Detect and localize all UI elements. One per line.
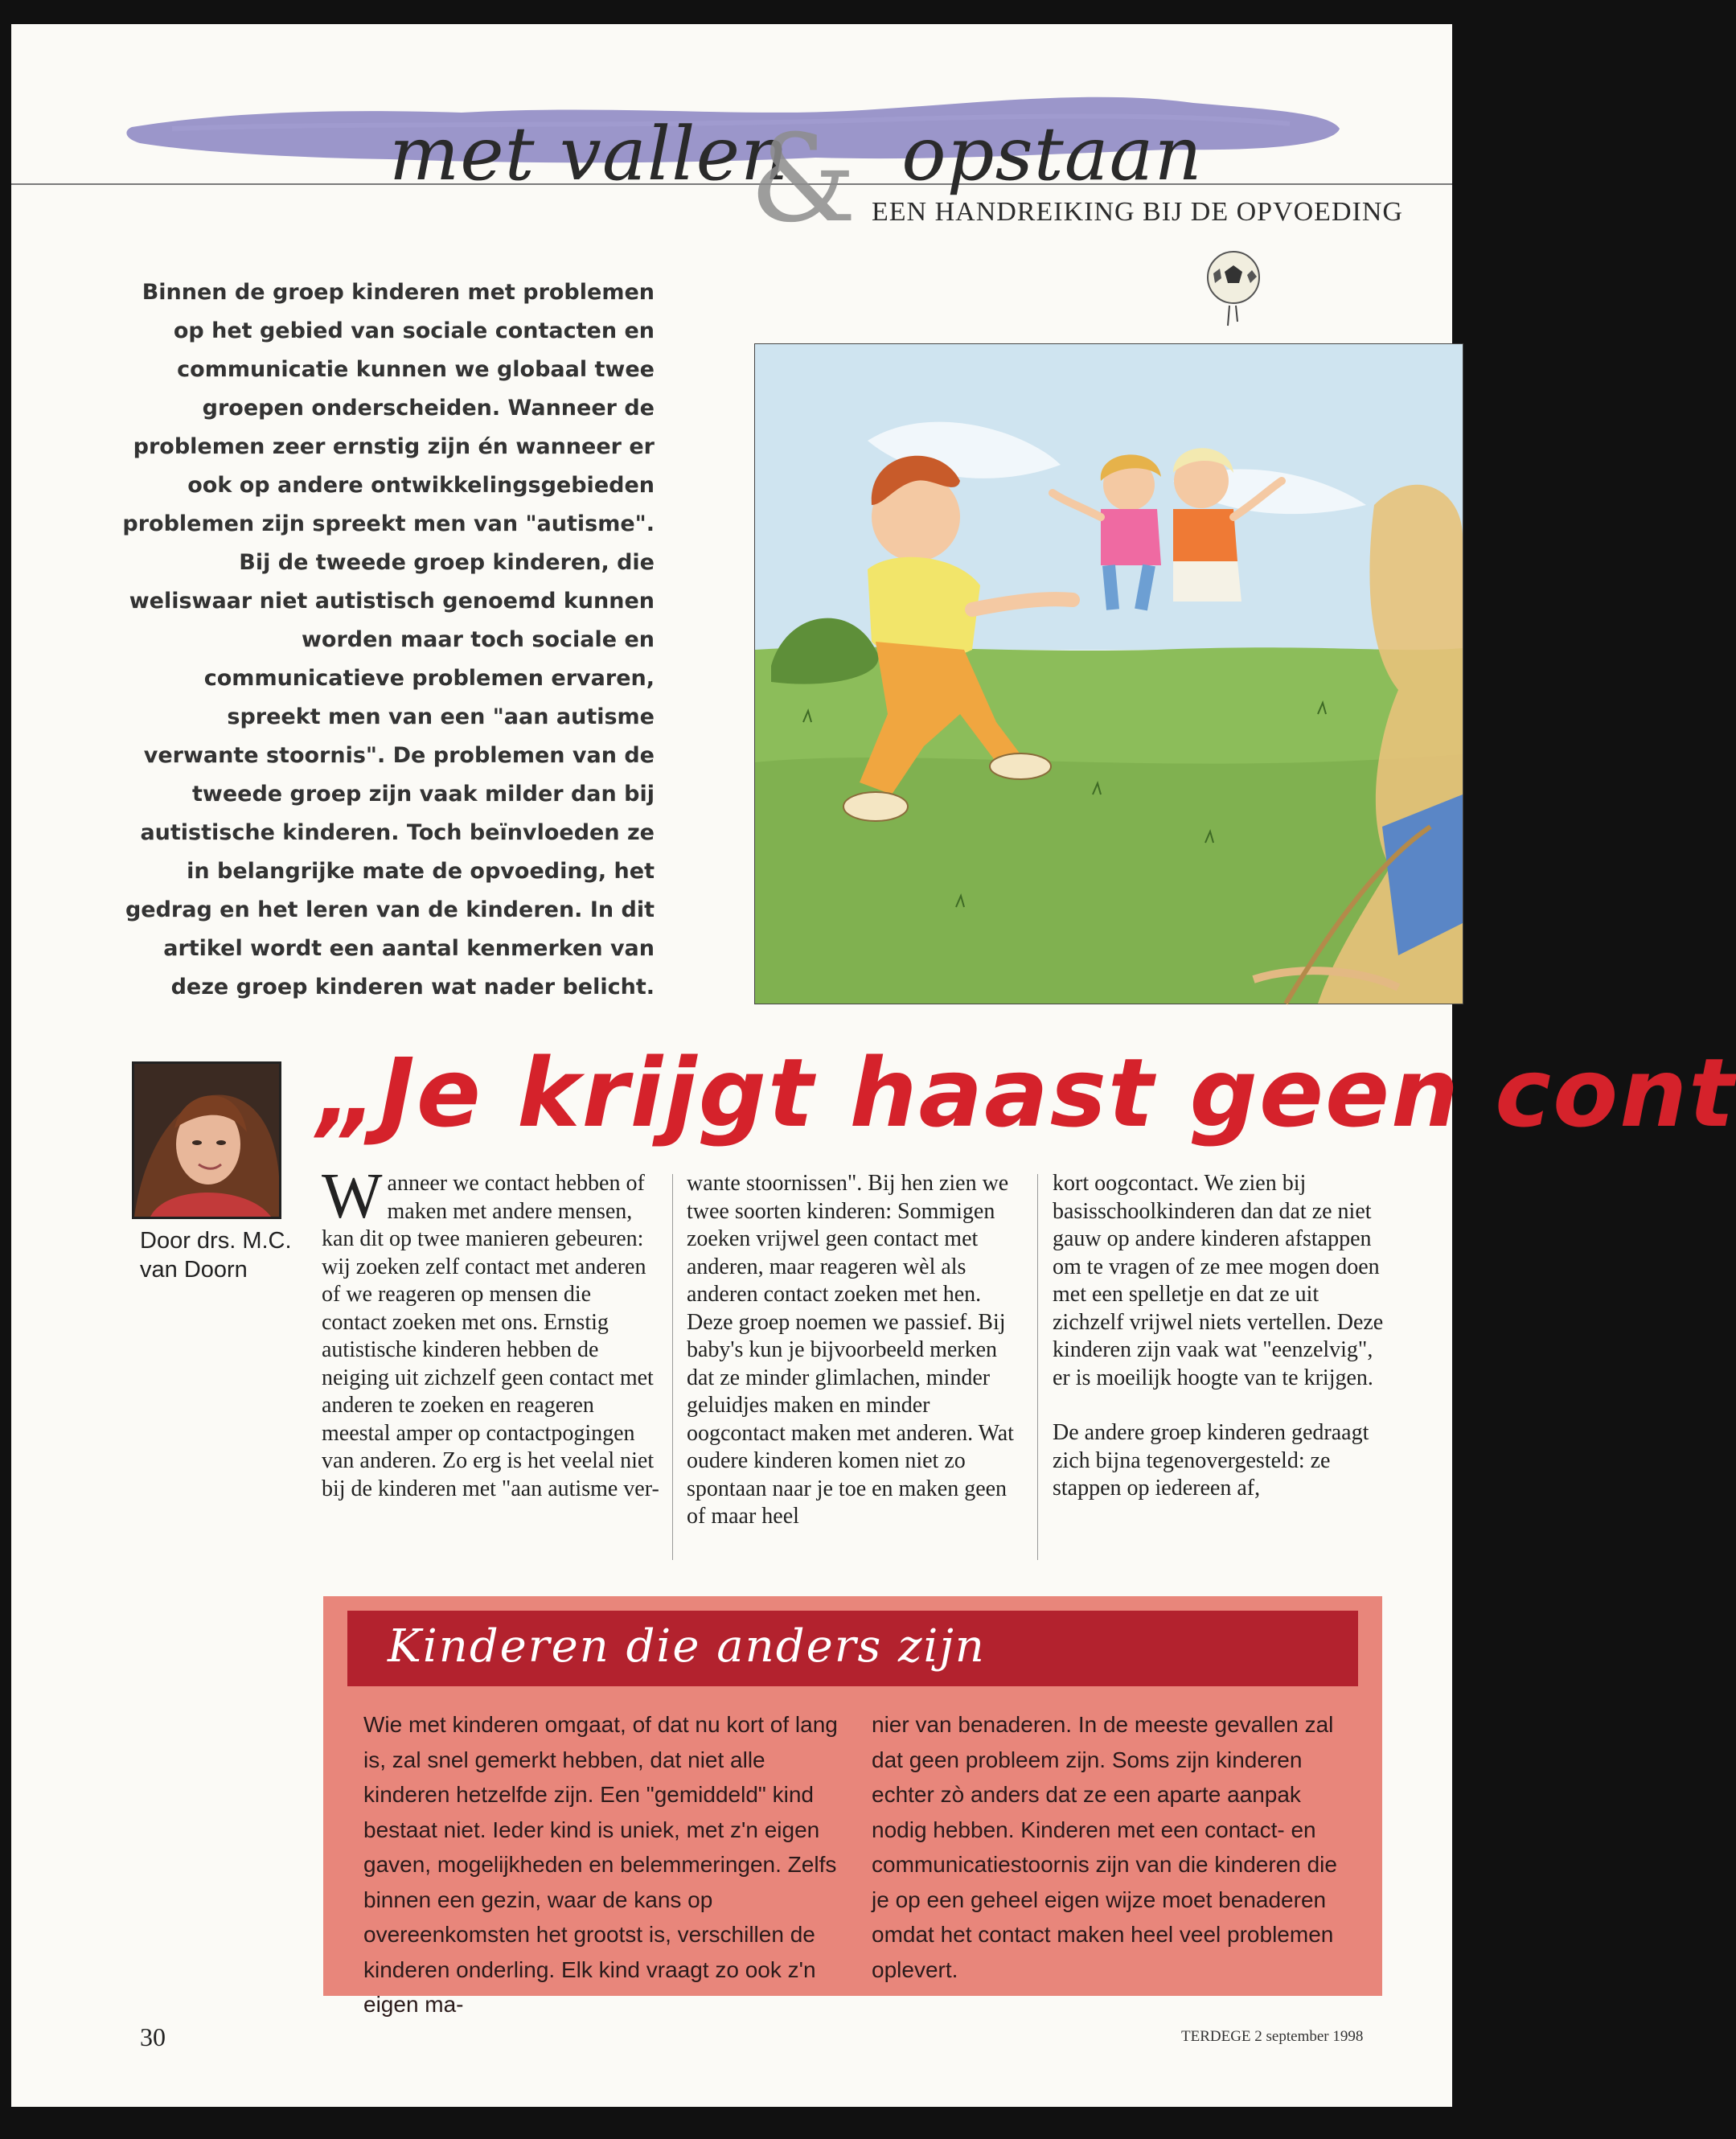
- article-column-3-para2: De andere groep kinderen gedraagt zich bijna tegenovergesteld: ze stappen op iedereen af,: [1053, 1420, 1369, 1501]
- article-headline: „Je krijgt haast geen cont: [317, 1037, 1736, 1148]
- article-column-2-text: wante stoornissen". Bij hen zien we twee soorten kinderen: Sommigen zoeken vrijwel geen contact met anderen, maar reageren wèl als anderen contact zoeken met hen. Deze groep noemen we passief. Bij baby's kun je bijvoorbeeld merken dat ze minder glimlachen, minder geluidjes maken en minder oogcontact maken met anderen. Wat oudere kinderen komen niet zo spontaan naar je toe en maken geen of maar heel: [687, 1171, 1014, 1529]
- sidebar-box: [323, 1596, 1382, 2017]
- publication-footer: TERDEGE 2 september 1998: [1181, 2028, 1364, 2045]
- author-portrait-image: [134, 1064, 279, 1217]
- page-number: 30: [140, 2022, 166, 2051]
- series-ampersand: &: [749, 109, 857, 249]
- article-column-2: [687, 1170, 1016, 1531]
- author-credit-line1: Door drs. M.C.: [140, 1228, 292, 1254]
- article-column-1-text: anneer we contact hebben of maken met andere mensen, kan dit op twee manieren gebeuren: wij zoeken zelf contact met anderen of we reageren op mensen die contact zoeken met ons. Ernstig autistische kinderen hebben de neiging uit zichzelf geen contact met anderen te zoeken en reageren meestal amper op contactpogingen van anderen. Zo erg is het veelal niet bij de kinderen met "aan autisme ver-: [322, 1171, 659, 1501]
- magazine-page: [11, 24, 1736, 2107]
- author-credit: [140, 1226, 301, 1284]
- article-column-3: [1053, 1170, 1390, 1503]
- article-column-3-para1: kort oogcontact. We zien bij basisschoolkinderen dan dat ze niet gauw op andere kinderen afstappen om te vragen of ze mee mogen doen met een spelletje en dat ze uit zichzelf vrijwel niets vertellen. Deze kinderen zijn vaak wat "eenzelvig", er is moeilijk hoogte van te krijgen.: [1053, 1171, 1384, 1390]
- football-illustration: [1189, 241, 1278, 330]
- paragraph-gap: [1053, 1392, 1390, 1419]
- children-playing-illustration: [755, 344, 1463, 1012]
- sidebar-box-column-2: nier van benaderen. In de meeste gevallen zal dat geen probleem zijn. Soms zijn kinderen echter zò anders dat ze een aparte aanpak nodig hebben. Kinderen met een contact- en communicatiestoornis zijn van die kinderen die je op een geheel eigen wijze moet benaderen omdat het contact maken heel veel problemen oplevert.: [872, 1712, 1337, 1982]
- sidebar-box-title: Kinderen die anders zijn: [388, 1620, 986, 1673]
- sidebar-box-column-1: Wie met kinderen omgaat, of dat nu kort of lang is, zal snel gemerkt hebben, dat niet alle kinderen hetzelfde zijn. Een "gemiddeld" kind bestaat niet. Ieder kind is uniek, met z'n eigen gaven, mogelijkheden en belemmeringen. Zelfs binnen een gezin, waar de kans op overeenkomsten het grootst is, verschillen de kinderen onderling. Elk kind vraagt zo ook z'n eigen ma-: [363, 1712, 838, 2017]
- sidebar-box-banner: [347, 1611, 1358, 1686]
- author-credit-line2: van Doorn: [140, 1257, 248, 1283]
- author-photo: [132, 1061, 281, 1219]
- intro-paragraph: Binnen de groep kinderen met problemen op het gebied van sociale contacten en communicatie kunnen we globaal twee groepen onderscheiden. Wanneer de problemen zeer ernstig zijn én wanneer er ook op andere ontwikkelingsgebieden problemen zijn spreekt men van "autisme". Bij de tweede groep kinderen, die weliswaar niet autistisch genoemd kunnen worden maar toch sociale en communicatieve problemen ervaren, spreekt men van een "aan autisme verwante stoornis". De problemen van de tweede groep zijn vaak milder dan bij autistische kinderen. Toch beïnvloeden ze in belangrijke mate de opvoeding, het gedrag en het leren van de kinderen. In dit artikel wordt een aantal kenmerken van deze groep kinderen wat nader belicht.: [122, 280, 655, 1000]
- series-title-part1: met vallen: [389, 111, 790, 197]
- column-divider-1: [672, 1174, 673, 1560]
- dropcap: W: [322, 1161, 383, 1232]
- column-divider-2: [1037, 1174, 1038, 1560]
- article-column-1: [322, 1161, 659, 1503]
- series-title-part2: opstaan: [901, 111, 1203, 197]
- series-subtitle: EEN HANDREIKING BIJ DE OPVOEDING: [872, 197, 1403, 227]
